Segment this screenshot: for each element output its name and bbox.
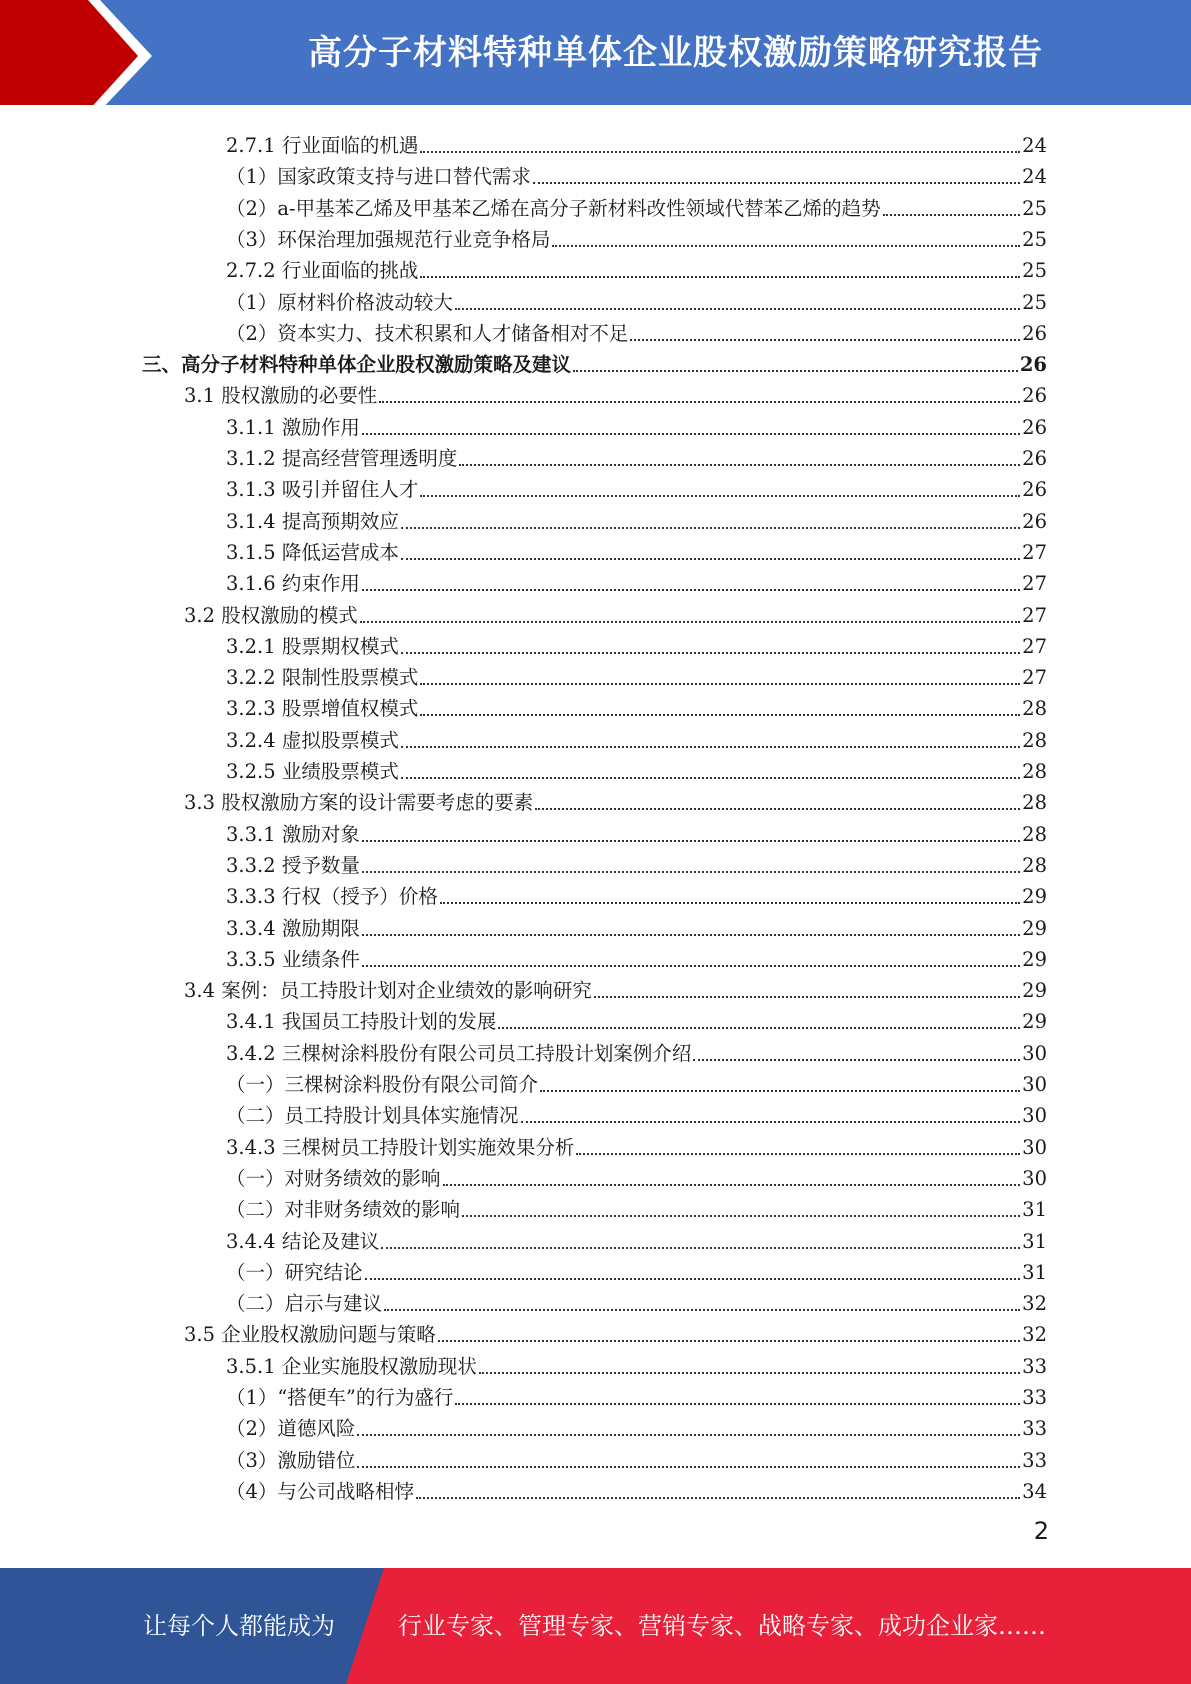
toc-entry-label: （2）道德风险	[226, 1417, 356, 1441]
toc-entry[interactable]	[226, 285, 1047, 316]
toc-entry-label: （二）员工持股计划具体实施情况	[226, 1104, 519, 1128]
toc-entry-page: 32	[1022, 1323, 1047, 1347]
toc-entry-label: 3.2.1 股票期权模式	[226, 634, 399, 658]
toc-entry[interactable]	[226, 410, 1047, 441]
toc-entry-page: 24	[1022, 165, 1047, 189]
toc-leader-dots	[420, 151, 1020, 153]
toc-entry-page: 31	[1022, 1198, 1047, 1222]
toc-leader-dots	[362, 840, 1020, 842]
toc-leader-dots	[401, 652, 1020, 654]
toc-entry-label: 3.4.3 三棵树员工持股计划实施效果分析	[226, 1135, 575, 1159]
toc-entry-page: 31	[1022, 1229, 1047, 1253]
toc-entry-label: 3.1.1 激励作用	[226, 415, 360, 439]
toc-entry[interactable]	[226, 754, 1047, 785]
toc-entry-page: 26	[1019, 353, 1047, 377]
toc-entry[interactable]	[226, 191, 1047, 222]
toc-leader-dots	[384, 1309, 1020, 1311]
toc-entry-label: 3.4.4 结论及建议	[226, 1229, 380, 1253]
toc-leader-dots	[573, 370, 1018, 372]
toc-leader-dots	[381, 1247, 1020, 1249]
toc-entry-label: 3.1.6 约束作用	[226, 572, 360, 596]
toc-entry-label: 3.4 案例：员工持股计划对企业绩效的影响研究	[184, 979, 592, 1003]
toc-entry-label: （3）激励错位	[226, 1448, 356, 1472]
toc-leader-dots	[594, 996, 1020, 998]
toc-entry[interactable]	[226, 1349, 1047, 1380]
toc-entry-label: 3.1.2 提高经营管理透明度	[226, 447, 458, 470]
toc-entry-label: 3.3.5 业绩条件	[226, 947, 360, 971]
toc-entry[interactable]	[226, 691, 1047, 722]
toc-entry[interactable]	[226, 1067, 1047, 1098]
toc-entry[interactable]	[226, 566, 1047, 597]
toc-leader-dots	[420, 683, 1020, 685]
toc-leader-dots	[521, 1121, 1021, 1123]
toc-leader-dots	[462, 1215, 1020, 1217]
toc-entry-page: 26	[1022, 509, 1047, 533]
toc-entry-label: （2）资本实力、技术积累和人才储备相对不足	[226, 321, 629, 345]
toc-entry-page: 27	[1022, 540, 1047, 564]
toc-entry-label: （3）环保治理加强规范行业竞争格局	[226, 227, 551, 251]
toc-leader-dots	[883, 214, 1021, 216]
toc-entry[interactable]	[226, 441, 1047, 472]
toc-entry[interactable]	[184, 378, 1047, 409]
toc-entry-label: 3.2.5 业绩股票模式	[226, 760, 399, 783]
toc-entry-page: 29	[1022, 1010, 1047, 1034]
toc-entry[interactable]	[226, 1411, 1047, 1442]
toc-entry[interactable]	[226, 222, 1047, 253]
toc-leader-dots	[438, 1340, 1020, 1342]
toc-entry-page: 32	[1022, 1292, 1047, 1316]
toc-entry-label: （4）与公司战略相悖	[226, 1479, 414, 1503]
toc-entry[interactable]	[184, 785, 1047, 816]
toc-leader-dots	[455, 1403, 1020, 1405]
toc-leader-dots	[401, 777, 1020, 779]
toc-leader-dots	[420, 276, 1020, 278]
footer-slogan-right: 行业专家、管理专家、营销专家、战略专家、成功企业家……	[398, 1612, 1046, 1640]
toc-entry-page: 28	[1022, 822, 1047, 846]
toc-entry[interactable]	[226, 1224, 1047, 1255]
toc-entry-label: 2.7.2 行业面临的挑战	[226, 259, 419, 283]
toc-leader-dots	[693, 1059, 1020, 1061]
toc-entry[interactable]	[184, 973, 1047, 1004]
toc-entry-page: 34	[1022, 1479, 1047, 1503]
toc-entry-page: 26	[1022, 384, 1047, 408]
toc-entry[interactable]	[226, 1192, 1047, 1223]
toc-entry-page: 29	[1022, 947, 1047, 971]
toc-entry-page: 30	[1022, 1166, 1047, 1190]
toc-entry-page: 29	[1022, 885, 1047, 909]
toc-entry-page: 31	[1022, 1260, 1047, 1284]
toc-leader-dots	[357, 1466, 1020, 1468]
toc-entry-page: 33	[1022, 1354, 1047, 1378]
toc-leader-dots	[416, 1497, 1020, 1499]
toc-entry-page: 30	[1022, 1073, 1047, 1096]
toc-leader-dots	[362, 934, 1020, 936]
toc-entry-page: 27	[1022, 603, 1047, 627]
toc-entry-label: （1）原材料价格波动较大	[226, 290, 453, 314]
toc-entry[interactable]	[226, 879, 1047, 910]
toc-leader-dots	[360, 621, 1020, 623]
toc-leader-dots	[362, 965, 1020, 967]
toc-entry-page: 24	[1022, 134, 1047, 157]
toc-entry-page: 26	[1022, 415, 1047, 439]
toc-entry-label: 3.2.3 股票增值权模式	[226, 697, 419, 721]
toc-entry-page: 33	[1022, 1448, 1047, 1472]
toc-entry-label: 3.1 股权激励的必要性	[184, 384, 378, 408]
page-header	[0, 0, 1191, 111]
toc-entry-page: 26	[1022, 478, 1047, 502]
toc-entry-label: （1）国家政策支持与进口替代需求	[226, 165, 531, 189]
footer-slogan-left: 让每个人都能成为	[143, 1612, 335, 1640]
toc-entry-page: 30	[1022, 1135, 1047, 1159]
toc-entry-label: （二）对非财务绩效的影响	[226, 1198, 461, 1222]
toc-entry[interactable]	[226, 253, 1047, 284]
toc-leader-dots	[533, 182, 1020, 184]
toc-leader-dots	[535, 808, 1020, 810]
toc-entry[interactable]	[226, 472, 1047, 503]
toc-entry[interactable]	[226, 911, 1047, 942]
toc-leader-dots	[552, 245, 1020, 247]
toc-entry-page: 25	[1022, 196, 1047, 220]
toc-entry-label: 3.3.3 行权（授予）价格	[226, 885, 438, 909]
toc-leader-dots	[357, 1434, 1020, 1436]
toc-entry-label: 3.1.3 吸引并留住人才	[226, 478, 419, 502]
toc-entry-label: 3.3.1 激励对象	[226, 822, 360, 846]
toc-leader-dots	[365, 1278, 1021, 1280]
toc-entry[interactable]	[226, 316, 1047, 347]
toc-entry[interactable]	[226, 1443, 1047, 1474]
toc-entry-label: 2.7.1 行业面临的机遇	[226, 134, 419, 157]
toc-entry-page: 25	[1022, 259, 1047, 283]
toc-leader-dots	[540, 1090, 1020, 1092]
toc-entry[interactable]	[226, 1286, 1047, 1317]
toc-entry-page: 25	[1022, 227, 1047, 251]
toc-leader-dots	[455, 308, 1020, 310]
toc-entry-label: 三、高分子材料特种单体企业股权激励策略及建议	[142, 353, 572, 377]
toc-leader-dots	[401, 558, 1020, 560]
toc-entry-label: 3.2.2 限制性股票模式	[226, 666, 419, 690]
toc-entry-page: 25	[1022, 290, 1047, 314]
toc-entry-label: （2）a-甲基苯乙烯及甲基苯乙烯在高分子新材料改性领域代替苯乙烯的趋势	[226, 196, 881, 220]
toc-entry[interactable]	[226, 1004, 1047, 1035]
toc-leader-dots	[440, 902, 1020, 904]
toc-leader-dots	[379, 401, 1020, 403]
toc-entry-page: 28	[1022, 728, 1047, 752]
toc-entry-page: 33	[1022, 1417, 1047, 1441]
toc-leader-dots	[420, 495, 1020, 497]
toc-entry[interactable]	[226, 1130, 1047, 1161]
toc-entry[interactable]	[226, 1255, 1047, 1286]
toc-leader-dots	[459, 464, 1020, 466]
toc-entry-page: 27	[1022, 572, 1047, 596]
toc-entry[interactable]	[142, 347, 1047, 378]
toc-entry[interactable]	[226, 848, 1047, 879]
toc-entry[interactable]	[184, 1317, 1047, 1348]
toc-leader-dots	[420, 714, 1020, 716]
toc-entry-label: 3.4.1 我国员工持股计划的发展	[226, 1010, 497, 1034]
toc-entry-label: （一）研究结论	[226, 1260, 363, 1284]
toc-leader-dots	[576, 1153, 1020, 1155]
document-title: 高分子材料特种单体企业股权激励策略研究报告	[308, 33, 1043, 73]
toc-leader-dots	[401, 527, 1020, 529]
toc-entry-page: 28	[1022, 760, 1047, 783]
toc-entry[interactable]	[226, 535, 1047, 566]
toc-entry-label: 3.2.4 虚拟股票模式	[226, 728, 399, 752]
toc-leader-dots	[443, 1184, 1021, 1186]
toc-entry-label: 3.3.4 激励期限	[226, 916, 360, 940]
toc-leader-dots	[498, 1027, 1020, 1029]
toc-entry-page: 27	[1022, 634, 1047, 658]
toc-entry-label: 3.1.5 降低运营成本	[226, 540, 399, 564]
toc-leader-dots	[630, 339, 1020, 341]
toc-entry[interactable]	[226, 817, 1047, 848]
toc-entry[interactable]	[226, 159, 1047, 190]
toc-entry[interactable]	[226, 504, 1047, 535]
toc-entry[interactable]	[226, 128, 1047, 159]
toc-entry-page: 29	[1022, 916, 1047, 940]
toc-entry-page: 30	[1022, 1104, 1047, 1128]
toc-entry[interactable]	[226, 1161, 1047, 1192]
toc-entry-label: 3.3 股权激励方案的设计需要考虑的要素	[184, 791, 534, 815]
toc-entry[interactable]	[226, 629, 1047, 660]
toc-entry-page: 28	[1022, 853, 1047, 877]
toc-entry-label: 3.2 股权激励的模式	[184, 603, 358, 627]
page-number: 2	[1033, 1517, 1049, 1545]
toc-entry-page: 28	[1022, 697, 1047, 721]
toc-entry-page: 33	[1022, 1386, 1047, 1409]
toc-entry-page: 28	[1022, 791, 1047, 815]
toc-entry-page: 26	[1022, 447, 1047, 470]
toc-entry[interactable]	[184, 598, 1047, 629]
toc-entry-page: 26	[1022, 321, 1047, 345]
toc-leader-dots	[362, 433, 1020, 435]
toc-entry-label: 3.3.2 授予数量	[226, 853, 360, 877]
toc-entry[interactable]	[226, 1380, 1047, 1411]
toc-entry-page: 29	[1022, 979, 1047, 1003]
toc-entry-label: 3.5 企业股权激励问题与策略	[184, 1323, 436, 1347]
toc-entry[interactable]	[226, 942, 1047, 973]
toc-leader-dots	[479, 1372, 1020, 1374]
toc-entry-label: （一）对财务绩效的影响	[226, 1166, 441, 1190]
toc-leader-dots	[362, 589, 1020, 591]
toc-leader-dots	[362, 871, 1020, 873]
toc-entry-label: （1）“搭便车”的行为盛行	[226, 1386, 454, 1409]
toc-entry-page: 27	[1022, 666, 1047, 690]
toc-entry-label: （二）启示与建议	[226, 1292, 383, 1316]
toc-entry[interactable]	[226, 1474, 1047, 1505]
toc-entry-label: （一）三棵树涂料股份有限公司简介	[226, 1073, 539, 1096]
toc-entry[interactable]	[226, 1036, 1047, 1067]
toc-entry-label: 3.4.2 三棵树涂料股份有限公司员工持股计划案例介绍	[226, 1041, 692, 1065]
toc-entry[interactable]	[226, 660, 1047, 691]
toc-entry[interactable]	[226, 1098, 1047, 1129]
toc-entry-label: 3.1.4 提高预期效应	[226, 509, 399, 533]
toc-entry-label: 3.5.1 企业实施股权激励现状	[226, 1354, 477, 1378]
toc-leader-dots	[401, 746, 1020, 748]
page-footer	[0, 1568, 1191, 1684]
toc-entry[interactable]	[226, 723, 1047, 754]
toc-entry-page: 30	[1022, 1041, 1047, 1065]
